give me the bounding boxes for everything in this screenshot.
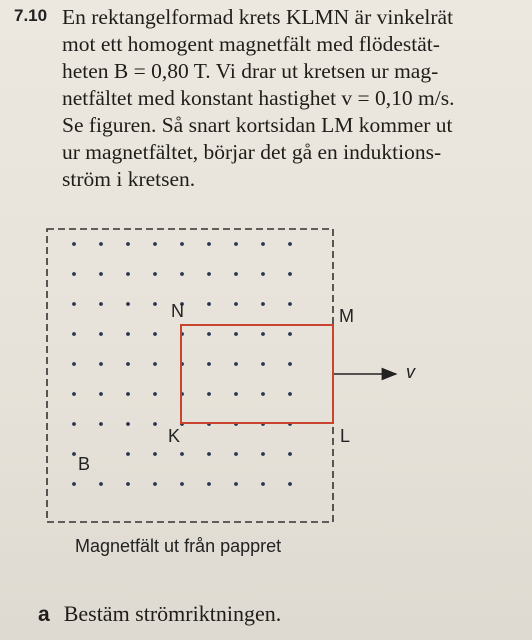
field-dot: [207, 392, 211, 396]
field-dot: [153, 272, 157, 276]
field-dot: [288, 332, 292, 336]
field-dot: [72, 422, 76, 426]
field-dot: [207, 242, 211, 246]
question-text: Bestäm strömriktningen.: [63, 601, 282, 626]
field-dot: [234, 332, 238, 336]
field-dot: [207, 452, 211, 456]
field-dot: [261, 332, 265, 336]
figure-caption: Magnetfält ut från pappret: [75, 536, 282, 556]
problem-line: En rektangelformad krets KLMN är vinkelrät: [62, 5, 454, 29]
field-dot: [126, 422, 130, 426]
field-dot: [207, 332, 211, 336]
field-dot: [126, 302, 130, 306]
field-dot: [207, 302, 211, 306]
field-dot: [234, 242, 238, 246]
problem-line: netfältet med konstant hastighet v = 0,10 m/s.: [62, 86, 455, 110]
field-dot: [72, 302, 76, 306]
problem-line: heten B = 0,80 T. Vi drar ut kretsen ur mag-: [62, 59, 439, 83]
field-dot: [234, 302, 238, 306]
problem-line: Se figuren. Så snart kortsidan LM kommer ut: [62, 113, 453, 137]
field-dot: [72, 242, 76, 246]
field-dot: [153, 242, 157, 246]
circuit-klmn: [181, 325, 333, 423]
problem-line: ur magnetfältet, börjar det gå en induktions-: [62, 140, 442, 164]
field-dot: [126, 332, 130, 336]
velocity-label: v: [406, 362, 415, 382]
field-dot: [72, 452, 76, 456]
field-dot: [261, 362, 265, 366]
field-dot: [126, 362, 130, 366]
field-dot: [207, 482, 211, 486]
field-dot: [234, 362, 238, 366]
problem-line: mot ett homogent magnetfält med flödestät-: [62, 32, 440, 56]
question-a: [38, 601, 281, 627]
field-dot: [288, 482, 292, 486]
field-dot: [72, 482, 76, 486]
problem-line: ström i kretsen.: [62, 167, 196, 191]
problem-number: 7.10: [14, 6, 48, 25]
field-dot: [126, 242, 130, 246]
field-dot: [288, 452, 292, 456]
field-dot: [180, 452, 184, 456]
field-dot: [99, 272, 103, 276]
field-dot: [126, 482, 130, 486]
field-dot: [126, 392, 130, 396]
field-dot: [99, 362, 103, 366]
corner-label-n: N: [171, 301, 184, 321]
field-dot: [153, 302, 157, 306]
field-dot: [288, 242, 292, 246]
field-dot: [72, 272, 76, 276]
field-dot: [99, 422, 103, 426]
question-letter: a: [38, 603, 50, 626]
field-dot: [288, 362, 292, 366]
field-dot: [207, 362, 211, 366]
field-dot: [288, 302, 292, 306]
field-dot: [72, 392, 76, 396]
field-dot: [99, 302, 103, 306]
field-dot: [288, 272, 292, 276]
field-label-b: B: [78, 454, 91, 474]
field-dot: [153, 332, 157, 336]
corner-label-l: L: [340, 426, 351, 446]
field-dot: [153, 482, 157, 486]
field-dot: [261, 272, 265, 276]
field-dot: [207, 272, 211, 276]
field-dot: [126, 272, 130, 276]
corner-label-m: M: [339, 306, 354, 326]
field-dot: [234, 452, 238, 456]
field-dot: [99, 482, 103, 486]
field-dot: [180, 242, 184, 246]
field-dot: [99, 392, 103, 396]
field-dot: [153, 392, 157, 396]
field-dot: [261, 452, 265, 456]
field-dot: [126, 452, 130, 456]
field-dot: [153, 452, 157, 456]
field-dot: [261, 482, 265, 486]
field-dot: [99, 242, 103, 246]
field-dot: [153, 362, 157, 366]
field-dot: [234, 482, 238, 486]
field-dot: [261, 242, 265, 246]
field-dot: [72, 362, 76, 366]
field-dot: [261, 302, 265, 306]
field-dot: [180, 482, 184, 486]
field-dot: [288, 392, 292, 396]
field-dot: [153, 422, 157, 426]
field-dot: [72, 332, 76, 336]
field-dot: [99, 332, 103, 336]
field-dot: [234, 272, 238, 276]
field-dot: [180, 272, 184, 276]
field-dot: [234, 392, 238, 396]
field-dot: [261, 392, 265, 396]
corner-label-k: K: [168, 426, 181, 446]
